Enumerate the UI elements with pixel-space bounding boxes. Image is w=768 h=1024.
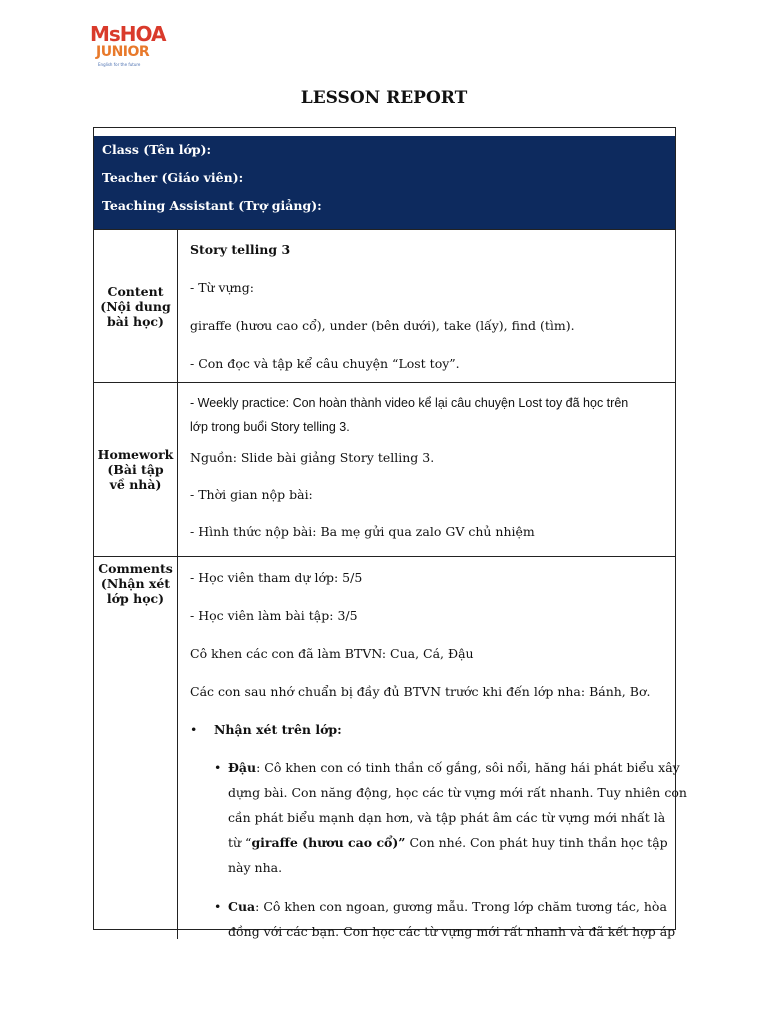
homework-deadline: - Thời gian nộp bài: xyxy=(190,487,313,502)
vocab-list: giraffe (hươu cao cổ), under (bên dưới), take (lấy), find (tìm). xyxy=(190,318,575,333)
remark-text: dựng bài. Con năng động, học các từ vựng mới rất nhanh. Tuy nhiên con xyxy=(228,785,687,800)
highlighted-word: giraffe (hươu cao cổ)” xyxy=(251,835,406,850)
homework-completion: - Học viên làm bài tập: 3/5 xyxy=(190,608,358,623)
remark-text: Con nhé. Con phát huy tinh thần học tập xyxy=(405,835,668,850)
student-name: Cua xyxy=(228,899,256,914)
logo-text: MsHOA xyxy=(90,22,166,46)
logo-tagline: English for the future xyxy=(98,62,141,67)
weekly-practice-line2: lớp trong buổi Story telling 3. xyxy=(190,420,350,434)
teaching-assistant-label: Teaching Assistant (Trợ giảng): xyxy=(102,198,322,213)
comments-cell xyxy=(178,557,695,939)
weekly-practice-line1: - Weekly practice: Con hoàn thành video kể lại câu chuyện Lost toy đã học trên xyxy=(190,396,629,410)
remark-text: : Cô khen con ngoan, gương mẫu. Trong lớp chăm tương tác, hòa xyxy=(255,899,667,914)
class-label: Class (Tên lớp): xyxy=(102,142,212,157)
lesson-title: Story telling 3 xyxy=(190,242,291,257)
brand-logo xyxy=(90,22,180,72)
bullet-icon: • xyxy=(190,722,198,737)
class-info-header xyxy=(94,136,675,230)
homework-row xyxy=(94,383,675,557)
homework-source: Nguồn: Slide bài giảng Story telling 3. xyxy=(190,450,435,465)
remark-text: : Cô khen con có tinh thần cố gắng, sôi nổi, hăng hái phát biểu xây xyxy=(256,760,680,775)
page-title: LESSON REPORT xyxy=(300,88,468,108)
homework-praise: Cô khen các con đã làm BTVN: Cua, Cá, Đậu xyxy=(190,646,474,661)
remark-text: từ “ xyxy=(228,835,252,850)
student-name: Đậu xyxy=(228,760,257,775)
comments-label: Comments (Nhận xét lớp học) xyxy=(94,557,178,939)
homework-cell xyxy=(178,383,675,556)
content-label: Content (Nội dung bài học) xyxy=(94,230,178,382)
homework-label: Homework (Bài tập về nhà) xyxy=(94,383,178,556)
logo-subtext: JUNIOR xyxy=(96,44,150,60)
vocab-label: - Từ vựng: xyxy=(190,280,254,295)
teacher-label: Teacher (Giáo viên): xyxy=(102,170,244,185)
story-task: - Con đọc và tập kể câu chuyện “Lost toy”. xyxy=(190,356,460,371)
comments-row xyxy=(94,557,687,939)
lesson-report-table xyxy=(93,127,687,939)
homework-method: - Hình thức nộp bài: Ba mẹ gửi qua zalo GV chủ nhiệm xyxy=(190,524,535,539)
bullet-icon: • xyxy=(214,760,222,775)
content-row xyxy=(94,230,675,383)
class-remarks-bullet xyxy=(190,711,687,749)
student-remark xyxy=(190,894,687,944)
class-remarks-label: Nhận xét trên lớp: xyxy=(214,722,342,737)
bullet-icon: • xyxy=(214,899,222,914)
attendance: - Học viên tham dự lớp: 5/5 xyxy=(190,570,363,585)
student-remark xyxy=(190,755,687,880)
remark-text: này nha. xyxy=(228,860,283,875)
remark-text: cần phát biểu mạnh dạn hơn, và tập phát âm các từ vựng mới nhất là xyxy=(228,810,666,825)
homework-reminder: Các con sau nhớ chuẩn bị đầy đủ BTVN trước khi đến lớp nha: Bánh, Bơ. xyxy=(190,684,651,699)
content-cell xyxy=(178,230,675,382)
remark-text: đồng với các bạn. Con học các từ vựng mới rất nhanh và đã kết hợp áp xyxy=(228,924,676,939)
